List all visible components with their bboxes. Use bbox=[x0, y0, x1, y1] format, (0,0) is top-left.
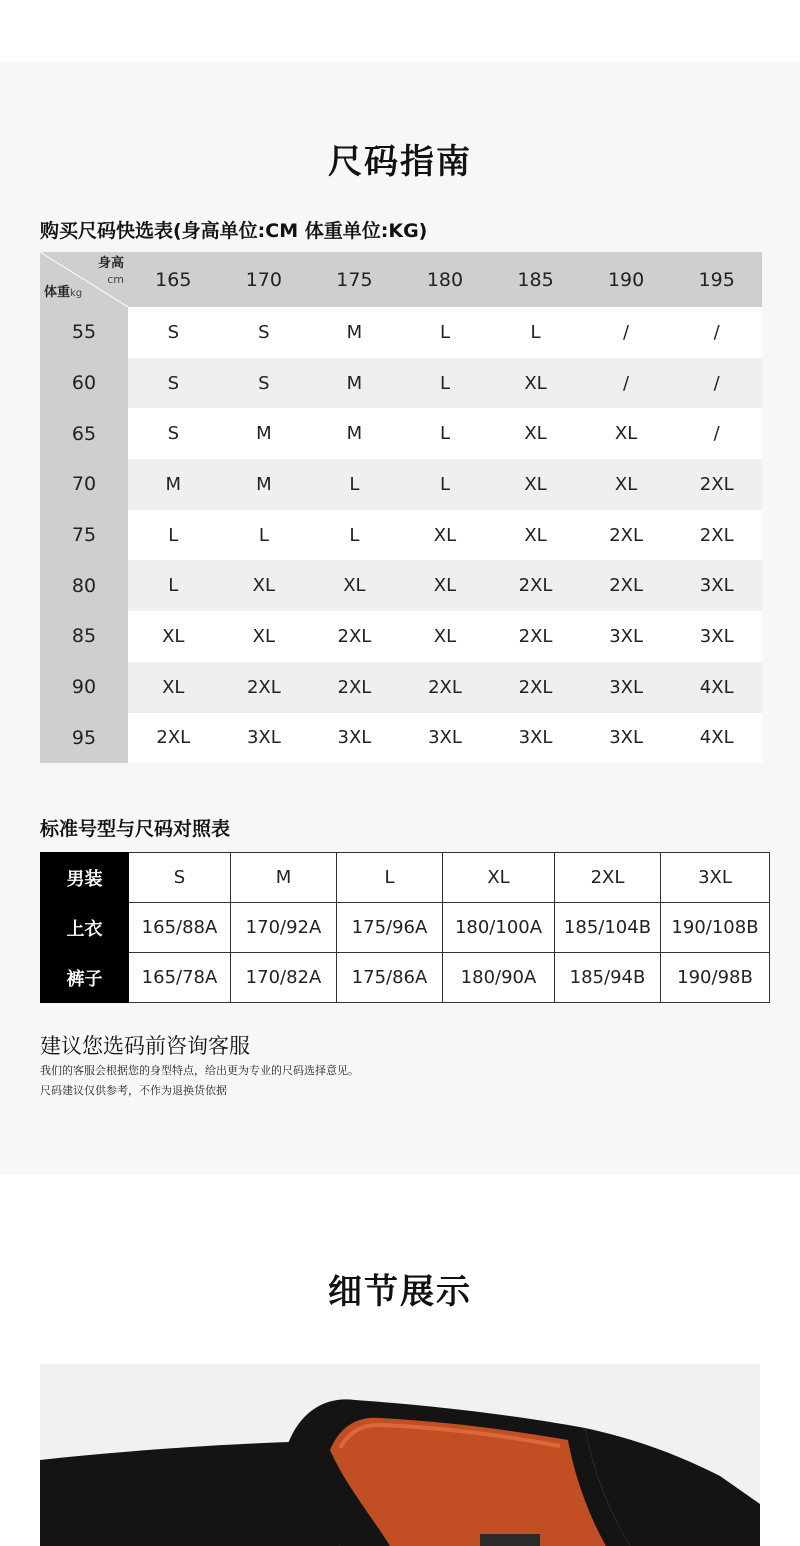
size-cell: 2XL bbox=[581, 510, 672, 561]
spec-cell: 170/82A bbox=[231, 953, 337, 1003]
size-cell: XL bbox=[490, 408, 581, 459]
table-row bbox=[40, 662, 762, 713]
table-row bbox=[41, 953, 770, 1003]
standard-table-heading: 标准号型与尺码对照表 bbox=[40, 818, 231, 840]
size-cell: XL bbox=[128, 662, 219, 713]
size-cell: 2XL bbox=[671, 510, 762, 561]
table-row bbox=[40, 408, 762, 459]
size-cell: 2XL bbox=[309, 662, 400, 713]
size-cell: M bbox=[219, 408, 310, 459]
height-header-cell: 185 bbox=[490, 252, 581, 307]
height-header-cell: 195 bbox=[671, 252, 762, 307]
size-cell: XL bbox=[400, 560, 491, 611]
spec-cell: 170/92A bbox=[231, 903, 337, 953]
weight-cell: 55 bbox=[40, 307, 128, 358]
size-cell: XL bbox=[309, 560, 400, 611]
size-cell: S bbox=[128, 408, 219, 459]
size-cell: 2XL bbox=[490, 560, 581, 611]
corner-height-unit: cm bbox=[107, 273, 124, 286]
weight-cell: 90 bbox=[40, 662, 128, 713]
size-cell: 3XL bbox=[581, 611, 672, 662]
table-row bbox=[40, 611, 762, 662]
size-header-cell: 3XL bbox=[661, 853, 770, 903]
height-header-cell: 180 bbox=[400, 252, 491, 307]
size-cell: L bbox=[219, 510, 310, 561]
size-cell: L bbox=[400, 408, 491, 459]
table-row bbox=[40, 307, 762, 358]
size-cell: M bbox=[309, 307, 400, 358]
corner-height-label: 身高 bbox=[97, 256, 124, 271]
size-cell: M bbox=[309, 408, 400, 459]
spec-cell: 175/96A bbox=[337, 903, 443, 953]
size-cell: S bbox=[219, 307, 310, 358]
size-cell: 3XL bbox=[581, 662, 672, 713]
spec-cell: 165/88A bbox=[129, 903, 231, 953]
standard-table-header-row bbox=[41, 853, 770, 903]
spec-cell: 190/108B bbox=[661, 903, 770, 953]
size-header-cell: 2XL bbox=[555, 853, 661, 903]
table-row bbox=[40, 560, 762, 611]
size-cell: M bbox=[309, 358, 400, 409]
size-header-cell: XL bbox=[443, 853, 555, 903]
size-cell: 2XL bbox=[128, 713, 219, 764]
size-cell: L bbox=[128, 560, 219, 611]
size-cell: 2XL bbox=[490, 662, 581, 713]
size-cell: 2XL bbox=[309, 611, 400, 662]
size-cell: 3XL bbox=[581, 713, 672, 764]
size-cell: L bbox=[400, 307, 491, 358]
details-title: 细节展示 bbox=[328, 1272, 472, 1312]
size-cell: XL bbox=[128, 611, 219, 662]
jacket-collar-icon bbox=[40, 1364, 760, 1546]
size-cell: 3XL bbox=[309, 713, 400, 764]
height-header-cell: 165 bbox=[128, 252, 219, 307]
size-cell: XL bbox=[219, 611, 310, 662]
size-cell: 3XL bbox=[400, 713, 491, 764]
jacket-collar-photo bbox=[40, 1364, 760, 1546]
height-header-cell: 190 bbox=[581, 252, 672, 307]
size-cell: M bbox=[128, 459, 219, 510]
size-cell: 3XL bbox=[490, 713, 581, 764]
size-header-cell: M bbox=[231, 853, 337, 903]
garment-label-cell: 裤子 bbox=[41, 953, 129, 1003]
advice-line-1: 我们的客服会根据您的身型特点，给出更为专业的尺码选择意见。 bbox=[40, 1064, 359, 1077]
weight-cell: 65 bbox=[40, 408, 128, 459]
table-row bbox=[40, 510, 762, 561]
size-cell: 4XL bbox=[671, 662, 762, 713]
size-cell: L bbox=[128, 510, 219, 561]
spec-cell: 185/104B bbox=[555, 903, 661, 953]
size-header-cell: S bbox=[129, 853, 231, 903]
table-corner-cell bbox=[40, 252, 128, 307]
size-cell: XL bbox=[490, 510, 581, 561]
size-cell: 2XL bbox=[581, 560, 672, 611]
spec-cell: 180/90A bbox=[443, 953, 555, 1003]
size-cell: S bbox=[128, 307, 219, 358]
size-cell: / bbox=[671, 358, 762, 409]
size-cell: L bbox=[400, 358, 491, 409]
size-cell: L bbox=[309, 459, 400, 510]
table-row bbox=[41, 903, 770, 953]
size-header-cell: L bbox=[337, 853, 443, 903]
quick-table-header-row bbox=[40, 252, 762, 307]
weight-cell: 75 bbox=[40, 510, 128, 561]
height-header-cell: 175 bbox=[309, 252, 400, 307]
spec-cell: 185/94B bbox=[555, 953, 661, 1003]
size-cell: 2XL bbox=[671, 459, 762, 510]
size-cell: 3XL bbox=[219, 713, 310, 764]
weight-cell: 80 bbox=[40, 560, 128, 611]
size-cell: XL bbox=[581, 459, 672, 510]
spec-cell: 165/78A bbox=[129, 953, 231, 1003]
size-cell: XL bbox=[219, 560, 310, 611]
top-spacer bbox=[0, 0, 800, 62]
advice-title: 建议您选码前咨询客服 bbox=[40, 1034, 250, 1058]
corner-weight-label: 体重kg bbox=[44, 285, 83, 300]
size-cell: XL bbox=[581, 408, 672, 459]
size-cell: / bbox=[671, 408, 762, 459]
quick-size-table bbox=[40, 252, 762, 763]
size-guide-section bbox=[0, 62, 800, 1174]
size-cell: 2XL bbox=[400, 662, 491, 713]
spec-cell: 180/100A bbox=[443, 903, 555, 953]
weight-cell: 85 bbox=[40, 611, 128, 662]
size-cell: 2XL bbox=[219, 662, 310, 713]
size-cell: M bbox=[219, 459, 310, 510]
size-cell: 3XL bbox=[671, 560, 762, 611]
size-cell: XL bbox=[400, 611, 491, 662]
size-cell: / bbox=[581, 307, 672, 358]
standard-size-table bbox=[40, 852, 770, 1003]
size-cell: XL bbox=[400, 510, 491, 561]
size-cell: L bbox=[400, 459, 491, 510]
size-cell: XL bbox=[490, 459, 581, 510]
height-header-cell: 170 bbox=[219, 252, 310, 307]
size-cell: 2XL bbox=[490, 611, 581, 662]
weight-cell: 70 bbox=[40, 459, 128, 510]
size-cell: L bbox=[309, 510, 400, 561]
size-cell: S bbox=[219, 358, 310, 409]
quick-table-heading: 购买尺码快选表(身高单位:CM 体重单位:KG) bbox=[40, 220, 428, 242]
spec-cell: 190/98B bbox=[661, 953, 770, 1003]
weight-cell: 60 bbox=[40, 358, 128, 409]
size-guide-title: 尺码指南 bbox=[328, 142, 472, 182]
size-cell: / bbox=[581, 358, 672, 409]
size-cell: S bbox=[128, 358, 219, 409]
table-row bbox=[40, 358, 762, 409]
size-cell: XL bbox=[490, 358, 581, 409]
spec-cell: 175/86A bbox=[337, 953, 443, 1003]
size-cell: 3XL bbox=[671, 611, 762, 662]
weight-cell: 95 bbox=[40, 713, 128, 764]
garment-label-cell: 上衣 bbox=[41, 903, 129, 953]
table-row bbox=[40, 713, 762, 764]
size-cell: 4XL bbox=[671, 713, 762, 764]
advice-line-2: 尺码建议仅供参考，不作为退换货依据 bbox=[40, 1084, 227, 1097]
table-row bbox=[40, 459, 762, 510]
gender-header-cell: 男装 bbox=[41, 853, 129, 903]
size-cell: L bbox=[490, 307, 581, 358]
size-cell: / bbox=[671, 307, 762, 358]
